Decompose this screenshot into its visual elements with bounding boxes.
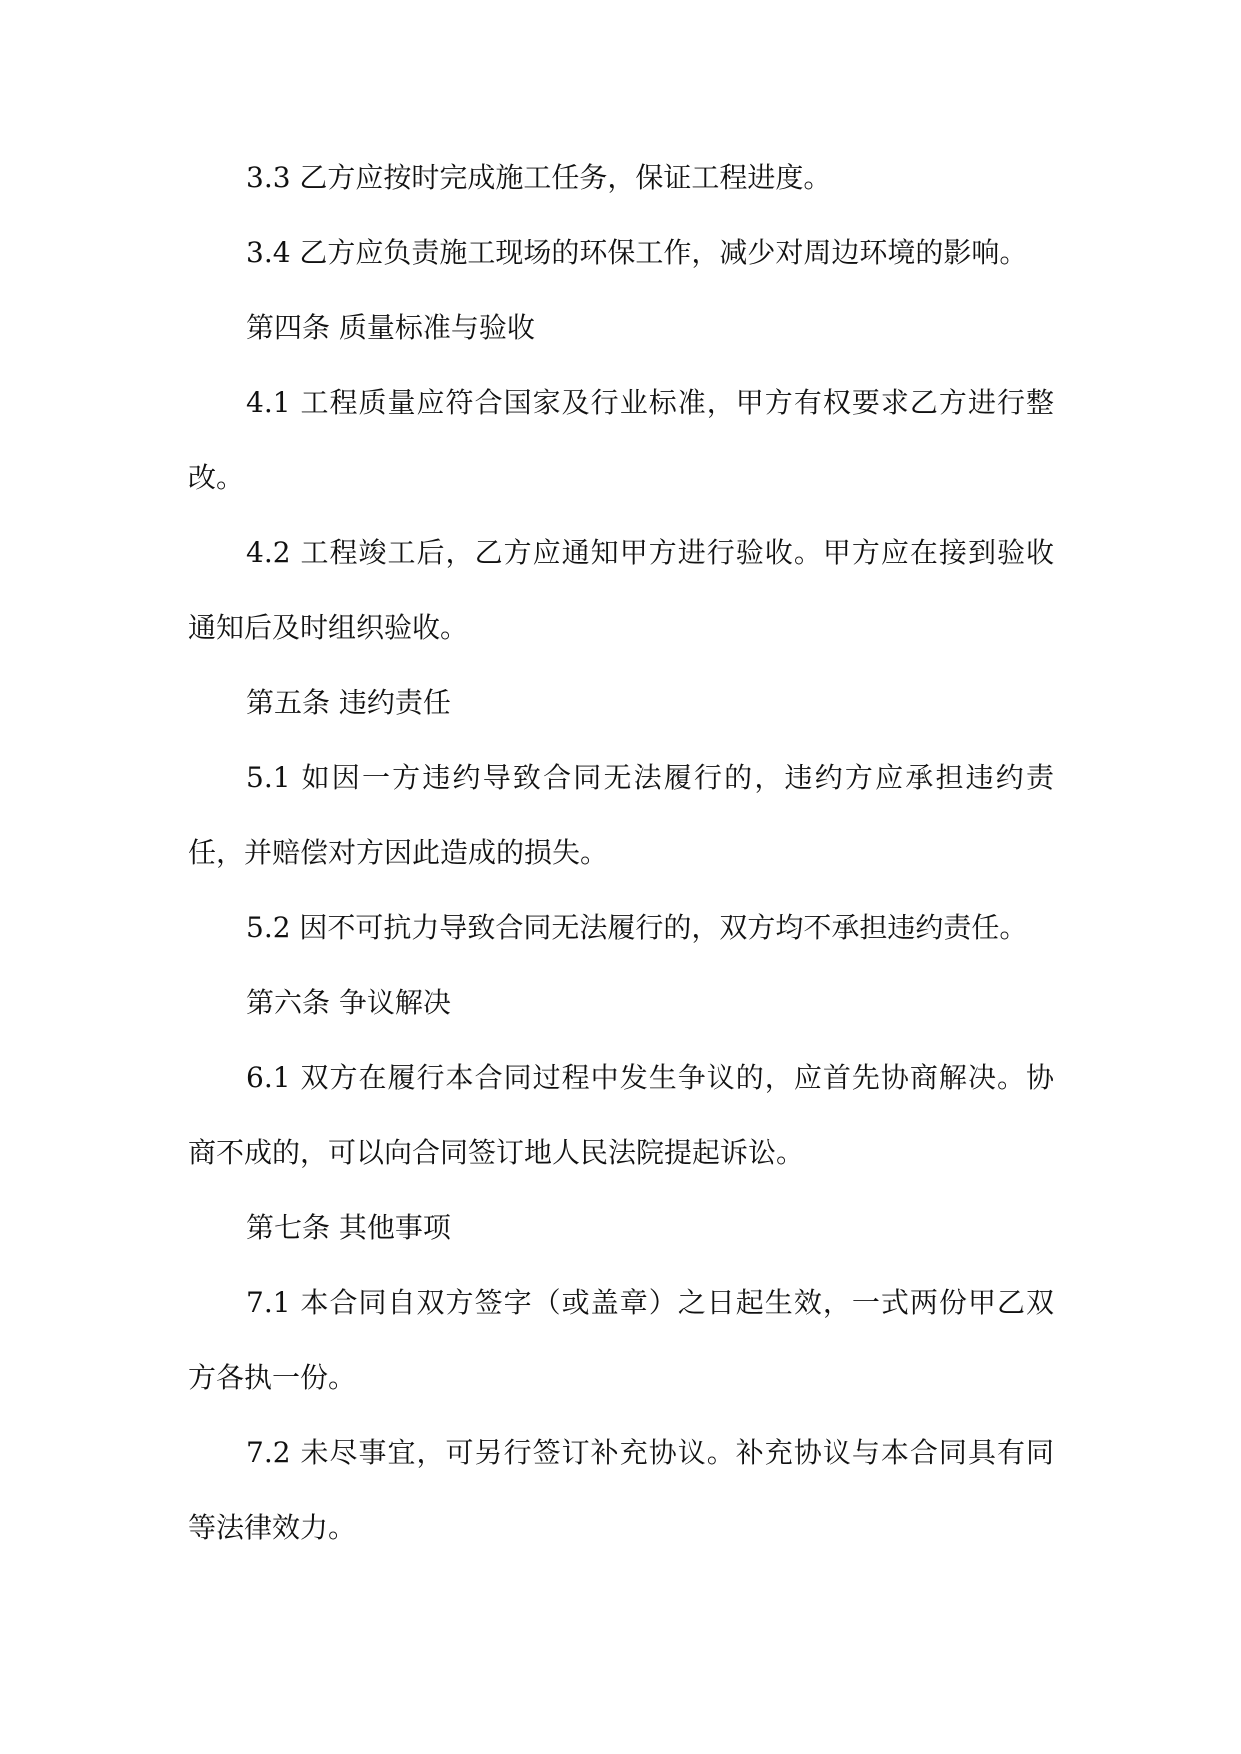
clause-6-1: 6.1 双方在履行本合同过程中发生争议的，应首先协商解决。协商不成的，可以向合同签订地人民法院提起诉讼。	[188, 1061, 1054, 1169]
clause-5-1: 5.1 如因一方违约导致合同无法履行的，违约方应承担违约责任，并赔偿对方因此造成的损失。	[188, 761, 1054, 869]
document-body	[188, 140, 1054, 1565]
clause-3-4: 3.4 乙方应负责施工现场的环保工作，减少对周边环境的影响。	[246, 236, 1028, 269]
article-7-heading: 第七条 其他事项	[246, 1211, 451, 1244]
clause-4-1: 4.1 工程质量应符合国家及行业标准，甲方有权要求乙方进行整改。	[188, 386, 1054, 494]
clause-3-3: 3.3 乙方应按时完成施工任务，保证工程进度。	[246, 161, 832, 194]
article-6-heading: 第六条 争议解决	[246, 986, 451, 1019]
clause-7-2: 7.2 未尽事宜，可另行签订补充协议。补充协议与本合同具有同等法律效力。	[188, 1436, 1054, 1544]
clause-5-2: 5.2 因不可抗力导致合同无法履行的，双方均不承担违约责任。	[246, 911, 1028, 944]
clause-7-1: 7.1 本合同自双方签字（或盖章）之日起生效，一式两份甲乙双方各执一份。	[188, 1286, 1054, 1394]
article-4-heading: 第四条 质量标准与验收	[246, 311, 535, 344]
article-5-heading: 第五条 违约责任	[246, 686, 451, 719]
clause-4-2: 4.2 工程竣工后，乙方应通知甲方进行验收。甲方应在接到验收通知后及时组织验收。	[188, 536, 1054, 644]
